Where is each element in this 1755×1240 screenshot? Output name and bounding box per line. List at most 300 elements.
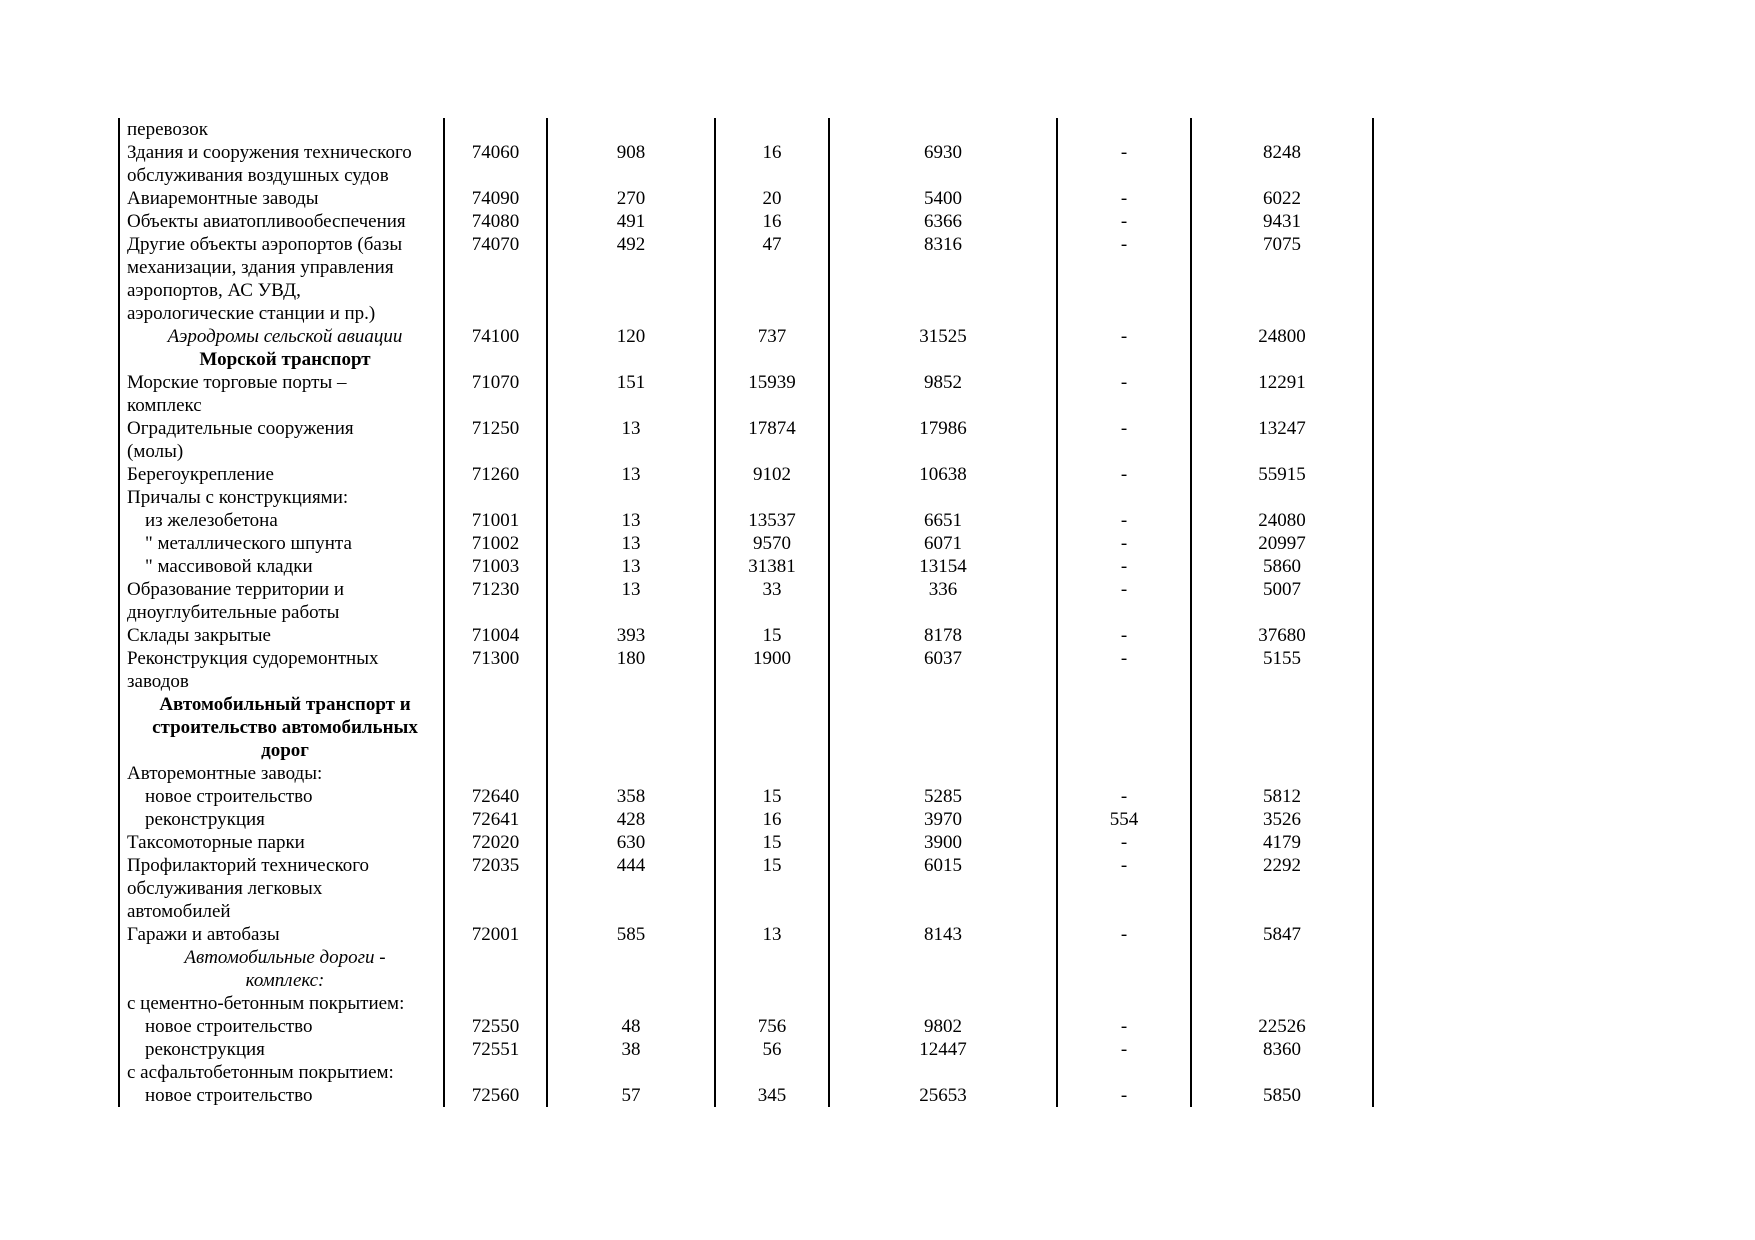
- value-cell: 24080: [1191, 509, 1373, 532]
- table-row: [119, 187, 1373, 210]
- value-cell: 5812: [1191, 785, 1373, 808]
- value-cell: [444, 877, 547, 900]
- table-row: [119, 624, 1373, 647]
- value-cell: -: [1057, 325, 1191, 348]
- row-label-cell: [119, 831, 444, 854]
- value-cell: [444, 256, 547, 279]
- row-label-cell: [119, 601, 444, 624]
- row-label-cell: [119, 992, 444, 1015]
- value-cell: [1191, 693, 1373, 716]
- value-cell: [715, 302, 829, 325]
- value-cell: -: [1057, 555, 1191, 578]
- value-cell: [444, 762, 547, 785]
- value-cell: [547, 164, 715, 187]
- row-label-cell: [119, 509, 444, 532]
- value-cell: 2292: [1191, 854, 1373, 877]
- value-cell: [1191, 992, 1373, 1015]
- value-cell: 5847: [1191, 923, 1373, 946]
- value-cell: [547, 670, 715, 693]
- value-cell: [1057, 601, 1191, 624]
- value-cell: -: [1057, 210, 1191, 233]
- row-label-cell: [119, 1038, 444, 1061]
- value-cell: [1057, 670, 1191, 693]
- row-label-cell: [119, 670, 444, 693]
- row-label-cell: [119, 348, 444, 371]
- table-row: [119, 486, 1373, 509]
- table-row: [119, 992, 1373, 1015]
- table-row: [119, 877, 1373, 900]
- value-cell: [1057, 992, 1191, 1015]
- value-cell: 6022: [1191, 187, 1373, 210]
- row-label: обслуживания воздушных судов: [127, 165, 389, 186]
- row-label: комплекс:: [245, 970, 325, 991]
- value-cell: [715, 348, 829, 371]
- value-cell: 9802: [829, 1015, 1057, 1038]
- row-label: заводов: [127, 671, 189, 692]
- row-label: новое строительство: [145, 1016, 313, 1037]
- value-cell: 16: [715, 808, 829, 831]
- value-cell: [444, 992, 547, 1015]
- value-cell: 15939: [715, 371, 829, 394]
- value-cell: 3900: [829, 831, 1057, 854]
- value-cell: 17986: [829, 417, 1057, 440]
- table-row: [119, 716, 1373, 739]
- row-label: автомобилей: [127, 901, 231, 922]
- value-cell: [547, 486, 715, 509]
- value-cell: [829, 900, 1057, 923]
- value-cell: 12447: [829, 1038, 1057, 1061]
- value-cell: [1057, 900, 1191, 923]
- value-cell: [829, 302, 1057, 325]
- row-label: комплекс: [127, 395, 202, 416]
- row-label-cell: [119, 578, 444, 601]
- value-cell: [1057, 762, 1191, 785]
- row-label: строительство автомобильных: [152, 717, 418, 738]
- value-cell: 6651: [829, 509, 1057, 532]
- row-label-cell: [119, 555, 444, 578]
- value-cell: 8316: [829, 233, 1057, 256]
- table-row: [119, 118, 1373, 141]
- value-cell: [829, 394, 1057, 417]
- value-cell: [1057, 969, 1191, 992]
- row-label-cell: [119, 279, 444, 302]
- row-label: механизации, здания управления: [127, 257, 394, 278]
- row-label-cell: [119, 118, 444, 141]
- value-cell: [444, 348, 547, 371]
- value-cell: [547, 877, 715, 900]
- value-cell: [829, 969, 1057, 992]
- value-cell: -: [1057, 923, 1191, 946]
- value-cell: 554: [1057, 808, 1191, 831]
- value-cell: 48: [547, 1015, 715, 1038]
- value-cell: [444, 118, 547, 141]
- row-label: " массивовой кладки: [145, 556, 313, 577]
- value-cell: 31381: [715, 555, 829, 578]
- value-cell: [1191, 601, 1373, 624]
- table-row: [119, 854, 1373, 877]
- value-cell: 20997: [1191, 532, 1373, 555]
- value-cell: [444, 164, 547, 187]
- value-cell: 8178: [829, 624, 1057, 647]
- row-label: новое строительство: [145, 786, 313, 807]
- row-label-cell: [119, 187, 444, 210]
- value-cell: 908: [547, 141, 715, 164]
- value-cell: [829, 762, 1057, 785]
- value-cell: 13154: [829, 555, 1057, 578]
- table-row: [119, 210, 1373, 233]
- value-cell: [829, 877, 1057, 900]
- value-cell: -: [1057, 831, 1191, 854]
- value-cell: 5860: [1191, 555, 1373, 578]
- value-cell: [1057, 946, 1191, 969]
- value-cell: [715, 279, 829, 302]
- value-cell: 180: [547, 647, 715, 670]
- value-cell: [829, 716, 1057, 739]
- value-cell: 13: [547, 532, 715, 555]
- value-cell: [547, 601, 715, 624]
- value-cell: [547, 1061, 715, 1084]
- row-label-cell: [119, 1084, 444, 1107]
- value-cell: [1057, 1061, 1191, 1084]
- value-cell: [1057, 279, 1191, 302]
- row-label-cell: [119, 877, 444, 900]
- value-cell: [1191, 256, 1373, 279]
- value-cell: -: [1057, 624, 1191, 647]
- row-label-cell: [119, 486, 444, 509]
- table-row: [119, 325, 1373, 348]
- value-cell: [547, 348, 715, 371]
- row-label-cell: [119, 785, 444, 808]
- row-label: Склады закрытые: [127, 625, 271, 646]
- value-cell: 4179: [1191, 831, 1373, 854]
- value-cell: 345: [715, 1084, 829, 1107]
- value-cell: [1057, 486, 1191, 509]
- row-label: Аэродромы сельской авиации: [167, 326, 403, 347]
- table-row: [119, 555, 1373, 578]
- row-label: аэрологические станции и пр.): [127, 303, 376, 324]
- value-cell: [1191, 394, 1373, 417]
- value-cell: [715, 670, 829, 693]
- value-cell: [547, 716, 715, 739]
- table-row: [119, 900, 1373, 923]
- value-cell: [1057, 118, 1191, 141]
- value-cell: [444, 302, 547, 325]
- row-label-cell: [119, 900, 444, 923]
- table-row: [119, 463, 1373, 486]
- value-cell: 71002: [444, 532, 547, 555]
- value-cell: [444, 1061, 547, 1084]
- row-label-cell: [119, 762, 444, 785]
- value-cell: [1191, 118, 1373, 141]
- row-label: Причалы с конструкциями:: [127, 487, 349, 508]
- value-cell: 13: [547, 578, 715, 601]
- value-cell: 72641: [444, 808, 547, 831]
- table-row: [119, 256, 1373, 279]
- value-cell: 22526: [1191, 1015, 1373, 1038]
- value-cell: 15: [715, 854, 829, 877]
- value-cell: [1191, 279, 1373, 302]
- row-label-cell: [119, 739, 444, 762]
- value-cell: 71230: [444, 578, 547, 601]
- value-cell: [715, 739, 829, 762]
- row-label: Другие объекты аэропортов (базы: [127, 234, 403, 255]
- row-label: с асфальтобетонным покрытием:: [127, 1062, 394, 1083]
- value-cell: 585: [547, 923, 715, 946]
- value-cell: -: [1057, 141, 1191, 164]
- row-label: Реконструкция судоремонтных: [127, 648, 379, 669]
- row-label: перевозок: [127, 119, 209, 140]
- value-cell: 74080: [444, 210, 547, 233]
- value-cell: [444, 739, 547, 762]
- row-label-cell: [119, 532, 444, 555]
- table-body: [119, 118, 1373, 1107]
- value-cell: [444, 670, 547, 693]
- value-cell: [1057, 716, 1191, 739]
- value-cell: [444, 601, 547, 624]
- table-row: [119, 348, 1373, 371]
- value-cell: [829, 739, 1057, 762]
- value-cell: [444, 394, 547, 417]
- table-row: [119, 785, 1373, 808]
- value-cell: [1057, 693, 1191, 716]
- value-cell: 5850: [1191, 1084, 1373, 1107]
- value-cell: [1191, 486, 1373, 509]
- value-cell: 56: [715, 1038, 829, 1061]
- row-label-cell: [119, 164, 444, 187]
- row-label: обслуживания легковых: [127, 878, 323, 899]
- row-label: Таксомоторные парки: [127, 832, 305, 853]
- row-label: реконструкция: [145, 809, 265, 830]
- table-row: [119, 578, 1373, 601]
- table-row: [119, 302, 1373, 325]
- value-cell: 74090: [444, 187, 547, 210]
- value-cell: 336: [829, 578, 1057, 601]
- row-label: Образование территории и: [127, 579, 345, 600]
- row-label: аэропортов, АС УВД,: [127, 280, 301, 301]
- value-cell: 3526: [1191, 808, 1373, 831]
- row-label-cell: [119, 302, 444, 325]
- row-label: Автомобильные дороги -: [184, 947, 386, 968]
- value-cell: [1057, 164, 1191, 187]
- value-cell: 492: [547, 233, 715, 256]
- table-row: [119, 279, 1373, 302]
- table-row: [119, 969, 1373, 992]
- value-cell: -: [1057, 647, 1191, 670]
- value-cell: 5285: [829, 785, 1057, 808]
- value-cell: [829, 348, 1057, 371]
- value-cell: -: [1057, 187, 1191, 210]
- value-cell: -: [1057, 854, 1191, 877]
- value-cell: 25653: [829, 1084, 1057, 1107]
- value-cell: -: [1057, 1084, 1191, 1107]
- row-label-cell: [119, 923, 444, 946]
- row-label-cell: [119, 233, 444, 256]
- value-cell: [1191, 877, 1373, 900]
- value-cell: 72640: [444, 785, 547, 808]
- table-row: [119, 601, 1373, 624]
- value-cell: -: [1057, 578, 1191, 601]
- value-cell: 71004: [444, 624, 547, 647]
- value-cell: 71003: [444, 555, 547, 578]
- value-cell: 24800: [1191, 325, 1373, 348]
- value-cell: [829, 946, 1057, 969]
- value-cell: 71070: [444, 371, 547, 394]
- row-label: из железобетона: [145, 510, 278, 531]
- value-cell: 72020: [444, 831, 547, 854]
- value-cell: 270: [547, 187, 715, 210]
- row-label-cell: [119, 808, 444, 831]
- value-cell: [829, 279, 1057, 302]
- value-cell: 38: [547, 1038, 715, 1061]
- value-cell: [715, 969, 829, 992]
- value-cell: 5007: [1191, 578, 1373, 601]
- value-cell: [547, 946, 715, 969]
- row-label: новое строительство: [145, 1085, 313, 1106]
- value-cell: [715, 601, 829, 624]
- value-cell: [829, 164, 1057, 187]
- row-label: Морские торговые порты –: [127, 372, 347, 393]
- value-cell: [444, 900, 547, 923]
- value-cell: [547, 256, 715, 279]
- value-cell: [1057, 739, 1191, 762]
- value-cell: [829, 601, 1057, 624]
- value-cell: 71260: [444, 463, 547, 486]
- value-cell: 9852: [829, 371, 1057, 394]
- value-cell: 6037: [829, 647, 1057, 670]
- value-cell: [1191, 670, 1373, 693]
- row-label: реконструкция: [145, 1039, 265, 1060]
- value-cell: [715, 394, 829, 417]
- table-row: [119, 946, 1373, 969]
- value-cell: 72560: [444, 1084, 547, 1107]
- value-cell: [444, 969, 547, 992]
- table-row: [119, 808, 1373, 831]
- row-label: (молы): [127, 441, 184, 462]
- value-cell: 13: [547, 463, 715, 486]
- row-label-cell: [119, 463, 444, 486]
- value-cell: [829, 440, 1057, 463]
- value-cell: 13: [547, 555, 715, 578]
- value-cell: [1057, 256, 1191, 279]
- value-cell: [1191, 348, 1373, 371]
- value-cell: 151: [547, 371, 715, 394]
- value-cell: [829, 486, 1057, 509]
- value-cell: 47: [715, 233, 829, 256]
- value-cell: [1191, 900, 1373, 923]
- value-cell: [547, 693, 715, 716]
- value-cell: [547, 440, 715, 463]
- value-cell: [715, 440, 829, 463]
- value-cell: [1191, 1061, 1373, 1084]
- value-cell: [715, 164, 829, 187]
- row-label: Здания и сооружения технического: [127, 142, 412, 163]
- value-cell: 71250: [444, 417, 547, 440]
- value-cell: 6015: [829, 854, 1057, 877]
- table-row: [119, 417, 1373, 440]
- row-label: дноуглубительные работы: [127, 602, 340, 623]
- value-cell: -: [1057, 785, 1191, 808]
- value-cell: [444, 716, 547, 739]
- value-cell: [1191, 762, 1373, 785]
- value-cell: 16: [715, 141, 829, 164]
- table-row: [119, 831, 1373, 854]
- value-cell: 737: [715, 325, 829, 348]
- value-cell: [1191, 440, 1373, 463]
- value-cell: 13: [715, 923, 829, 946]
- value-cell: [444, 279, 547, 302]
- value-cell: 6930: [829, 141, 1057, 164]
- value-cell: [444, 946, 547, 969]
- row-label: с цементно-бетонным покрытием:: [127, 993, 405, 1014]
- value-cell: 8248: [1191, 141, 1373, 164]
- table-row: [119, 1015, 1373, 1038]
- table-row: [119, 1084, 1373, 1107]
- row-label-cell: [119, 946, 444, 969]
- value-cell: [547, 992, 715, 1015]
- value-cell: -: [1057, 233, 1191, 256]
- value-cell: [1191, 946, 1373, 969]
- row-label: Объекты авиатопливообеспечения: [127, 211, 406, 232]
- row-label-cell: [119, 969, 444, 992]
- value-cell: [715, 762, 829, 785]
- value-cell: [444, 693, 547, 716]
- value-cell: [715, 877, 829, 900]
- value-cell: [1191, 739, 1373, 762]
- value-cell: 444: [547, 854, 715, 877]
- value-cell: 37680: [1191, 624, 1373, 647]
- value-cell: [1191, 969, 1373, 992]
- value-cell: 7075: [1191, 233, 1373, 256]
- value-cell: [829, 693, 1057, 716]
- table-row: [119, 164, 1373, 187]
- value-cell: [547, 739, 715, 762]
- value-cell: [715, 118, 829, 141]
- table-row: [119, 762, 1373, 785]
- value-cell: [829, 992, 1057, 1015]
- value-cell: [1191, 164, 1373, 187]
- row-label: Автомобильный транспорт и: [159, 694, 411, 715]
- value-cell: 31525: [829, 325, 1057, 348]
- data-table: [118, 118, 1374, 1107]
- table-row: [119, 1061, 1373, 1084]
- value-cell: 13: [547, 417, 715, 440]
- row-label-cell: [119, 210, 444, 233]
- row-label-cell: [119, 141, 444, 164]
- value-cell: [547, 394, 715, 417]
- value-cell: 491: [547, 210, 715, 233]
- value-cell: 74100: [444, 325, 547, 348]
- value-cell: 74060: [444, 141, 547, 164]
- row-label: Авторемонтные заводы:: [127, 763, 323, 784]
- table-row: [119, 739, 1373, 762]
- value-cell: [547, 969, 715, 992]
- value-cell: 5400: [829, 187, 1057, 210]
- value-cell: 74070: [444, 233, 547, 256]
- table-row: [119, 647, 1373, 670]
- value-cell: 756: [715, 1015, 829, 1038]
- table-row: [119, 394, 1373, 417]
- value-cell: [1191, 302, 1373, 325]
- row-label-cell: [119, 417, 444, 440]
- table-row: [119, 371, 1373, 394]
- value-cell: [715, 946, 829, 969]
- value-cell: -: [1057, 509, 1191, 532]
- row-label-cell: [119, 854, 444, 877]
- value-cell: [829, 670, 1057, 693]
- table-row: [119, 693, 1373, 716]
- value-cell: -: [1057, 463, 1191, 486]
- value-cell: -: [1057, 1038, 1191, 1061]
